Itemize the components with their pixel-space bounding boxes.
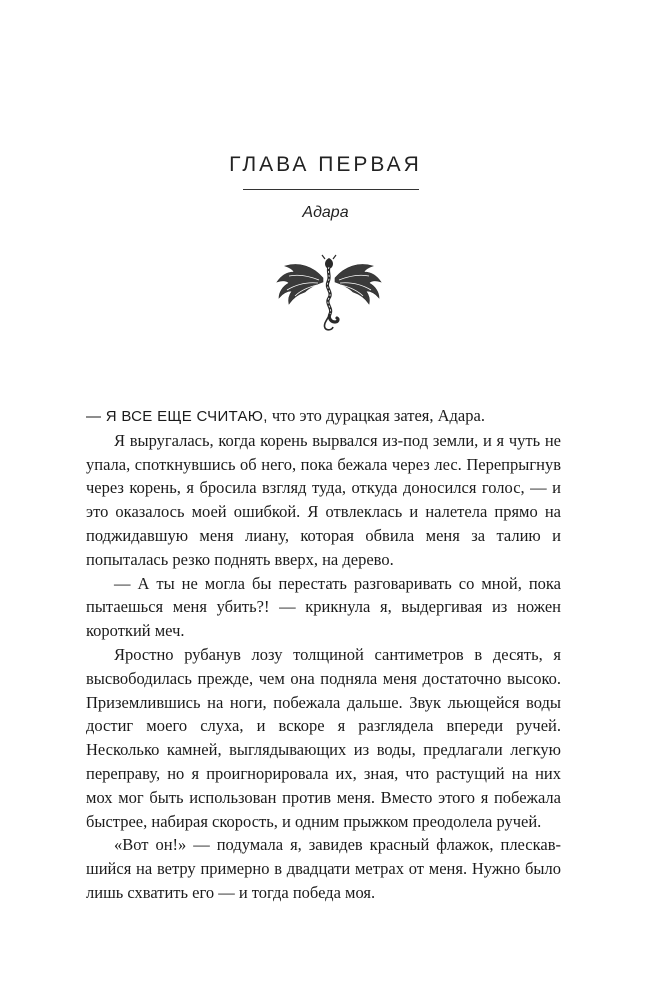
chapter-subtitle: Адара bbox=[302, 204, 349, 221]
opening-paragraph bbox=[86, 404, 561, 429]
paragraph: — А ты не могла бы перестать разговаривать со мной, пока пытаешься меня убить?! — крикнула я, выдергивая из ножен короткий меч. bbox=[86, 573, 561, 641]
opening-text: что это дурацкая затея, Адара. bbox=[267, 406, 485, 425]
title-divider bbox=[243, 189, 419, 190]
chapter-text bbox=[86, 404, 561, 905]
opening-caps: — Я ВСЕ ЕЩЕ СЧИТАЮ, bbox=[86, 408, 268, 425]
dragon-ornament-icon bbox=[273, 252, 385, 332]
paragraph: «Вот он!» — подумала я, завидев красный флажок, плескавшийся на ветру примерно в двадцати метрах от меня. Нужно было лишь схватить его — и тогда победа моя. bbox=[86, 835, 561, 902]
chapter-title: ГЛАВА ПЕРВАЯ bbox=[229, 153, 422, 176]
paragraph: Я выругалась, когда корень вырвался из-под земли, и я чуть не упала, споткнувшись об него, пока бежала через лес. Перепрыгнув через корень, я бросила взгляд туда, откуда доносился голос, — и это оказалось моей ошибкой. Я отвлеклась и налетела прямо на поджидавшую меня лиану, которая обвила меня за талию и попыталась резко поднять вверх, на дерево. bbox=[86, 430, 561, 569]
paragraph: Яростно рубанув лозу толщиной сантиметров в десять, я высвободилась прежде, чем она подняла меня достаточно высоко. Приземлившись на ноги, побежала дальше. Звук льющейся воды достиг моего слуха, и вскоре я разглядела впереди ручей. Несколько камней, выглядывающих из воды, предлагали легкую переправу, но я проигнорировала их, зная, что растущий на них мох мог быть использован против меня. Вместо этого я побежала быстрее, набирая скорость, и одним прыжком преодолела ручей. bbox=[86, 644, 561, 831]
